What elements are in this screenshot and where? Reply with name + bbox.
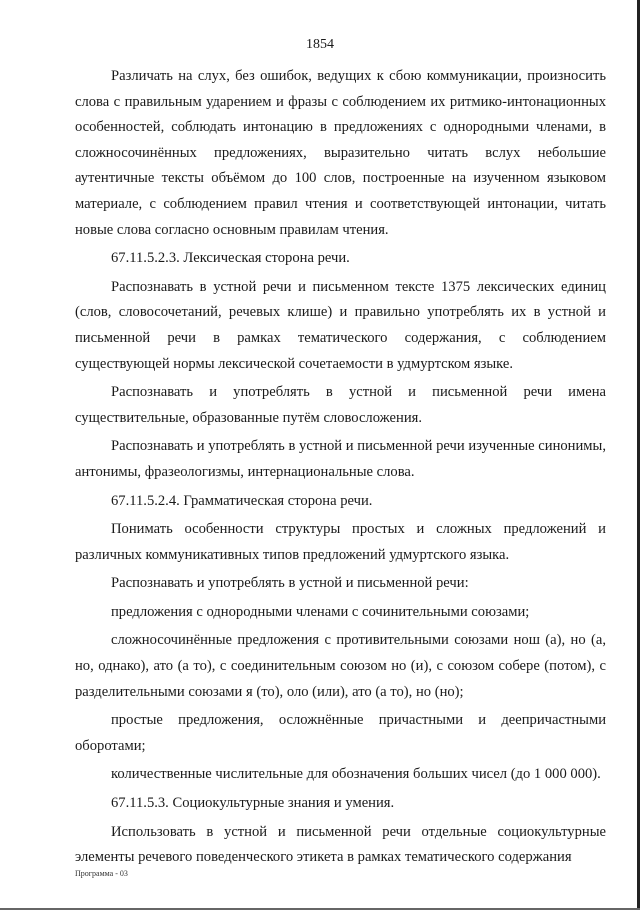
list-item-compound-sentences: сложносочинённые предложения с противительными союзами нош (а), но (а, но, однако), ато (а то), с соединительным союзом но (и), с союзом собере (потом), с разделительными союзами я (то), оло (или), ато (а то), но (но); <box>75 632 606 700</box>
section-heading-lexical: 67.11.5.2.3. Лексическая сторона речи. <box>111 250 350 267</box>
paragraph-sociocultural: Использовать в устной и письменной речи отдельные социокультурные элементы речевого поведенческого этикета в рамках тематического содержания <box>75 823 606 866</box>
paragraph-compound-nouns: Распознавать и употреблять в устной и письменной речи имена существительные, образованные путём словосложения. <box>75 384 606 426</box>
paragraph-phonetics: Различать на слух, без ошибок, ведущих к сбою коммуникации, произносить слова с правильным ударением и фразы с соблюдением их ритмико-интонационных особенностей, соблюдать интонацию в предложениях с однородными членами, в сложносочинённых предложениях, выразительно читать вслух небольшие аутентичные тексты объёмом до 100 слов, построенные на изученном языковом материале, с соблюдением правил чтения и соответствующей интонации, читать новые слова согласно основным правилам чтения. <box>75 68 606 238</box>
paragraph-sentence-structure: Понимать особенности структуры простых и сложных предложений и различных коммуникативных типов предложений удмуртского языка. <box>75 521 606 563</box>
list-item-simple-sentences: простые предложения, осложнённые причастными и деепричастными оборотами; <box>75 712 606 754</box>
paragraph-lexical-units: Распознавать в устной речи и письменном тексте 1375 лексических единиц (слов, словосочетаний, речевых клише) и правильно употреблять их в устной и письменной речи в рамках тематического содержания, с соблюдением существующей нормы лексической сочетаемости в удмуртском языке. <box>75 278 606 372</box>
section-heading-sociocultural: 67.11.5.3. Социокультурные знания и умения. <box>111 795 395 812</box>
page-number: 1854 <box>306 37 334 52</box>
list-item-numerals: количественные числительные для обозначения больших чисел (до 1 000 000). <box>111 766 601 783</box>
footer-label: Программа - 03 <box>75 869 128 878</box>
paragraph-recognize-use: Распознавать и употреблять в устной и письменной речи: <box>111 575 469 592</box>
list-item-homogeneous: предложения с однородными членами с сочинительными союзами; <box>111 603 530 620</box>
body-text <box>75 64 606 871</box>
section-heading-grammar: 67.11.5.2.4. Грамматическая сторона речи. <box>111 492 373 509</box>
paragraph-synonyms: Распознавать и употреблять в устной и письменной речи изученные синонимы, антонимы, фразеологизмы, интернациональные слова. <box>75 438 606 480</box>
